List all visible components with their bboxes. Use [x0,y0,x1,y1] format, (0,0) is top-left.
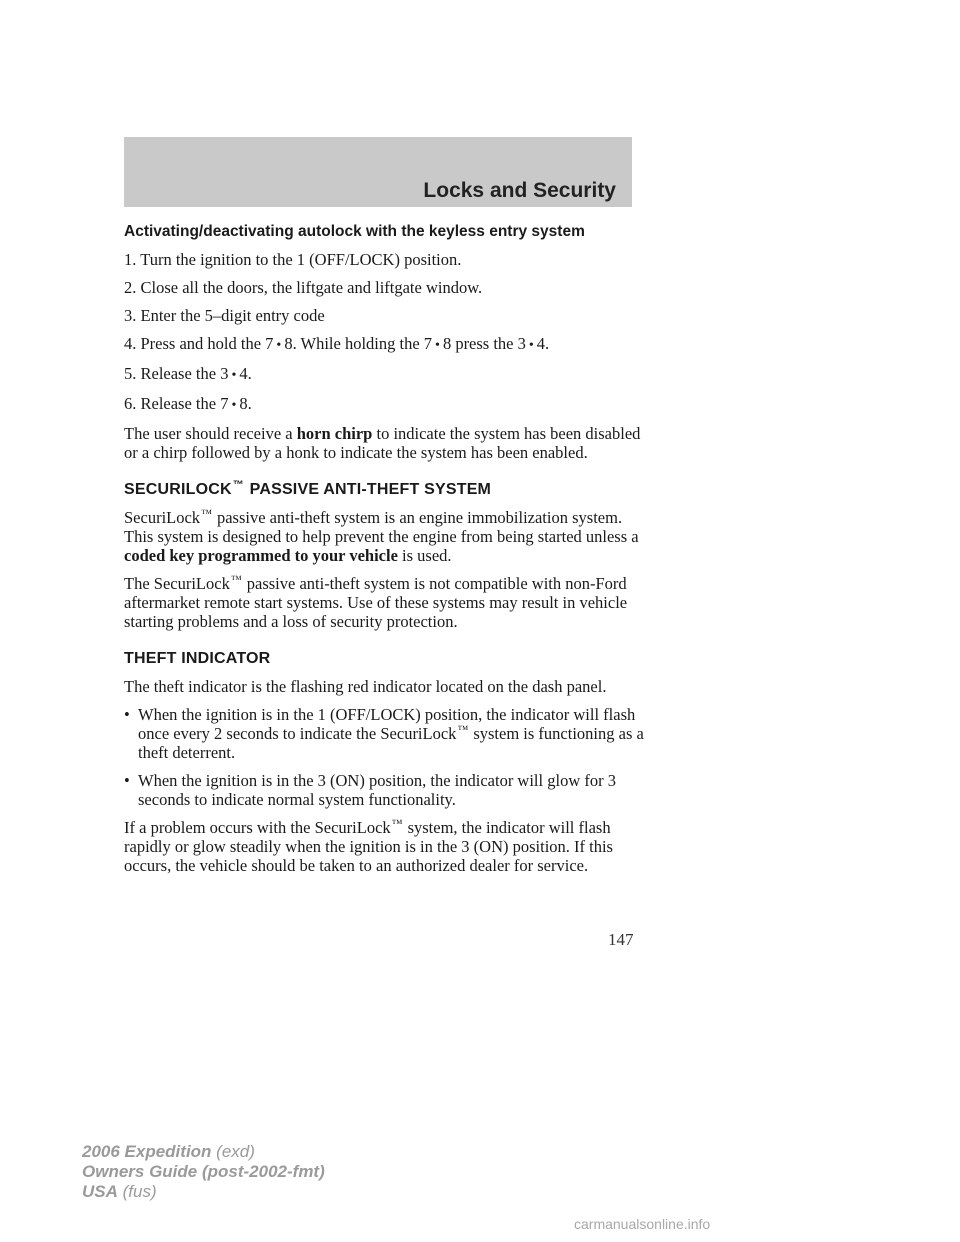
watermark: carmanualsonline.info [574,1216,711,1232]
autolock-result: The user should receive a horn chirp to indicate the system has been disabled or a chirp followed by a honk to indicate the system has been enabled. [124,424,641,462]
page-content [124,222,644,884]
chapter-header-band [124,137,632,207]
securilock-paragraph-2: The SecuriLock™ passive anti-theft system is not compatible with non-Ford aftermarket remote start systems. Use of these systems may result in vehicle starting problems and a loss of security protection. [124,573,628,631]
theft-final-paragraph: If a problem occurs with the SecuriLock™ system, the indicator will flash rapidly or glow steadily when the ignition is in the 3 (ON) position. If this occurs, the vehicle should be taken to an authorized dealer for service. [124,817,613,875]
step-6: 6. Release the 7 • 8. [124,394,252,413]
footer-info: 2006 Expedition (exd) Owners Guide (post-2002-fmt) USA (fus) [82,1142,325,1201]
autolock-heading: Activating/deactivating autolock with the keyless entry system [124,223,585,240]
bullet-dot: • [231,398,237,413]
bullet-dot: • [124,771,130,790]
bullet-dot: • [435,338,440,353]
chapter-title: Locks and Security [423,179,616,202]
step-5: 5. Release the 3 • 4. [124,364,252,383]
securilock-heading: SECURILOCK™ PASSIVE ANTI-THEFT SYSTEM [124,478,492,498]
trademark-symbol: ™ [230,573,242,586]
step-1: 1. Turn the ignition to the 1 (OFF/LOCK) position. [124,250,462,269]
trademark-symbol: ™ [457,723,469,736]
securilock-paragraph-1: SecuriLock™ passive anti-theft system is an engine immobilization system. This system is designed to help prevent the engine from being started unless a coded key programmed to your vehicle is used. [124,507,639,565]
trademark-symbol: ™ [391,817,403,830]
list-item: • When the ignition is in the 3 (ON) position, the indicator will glow for 3 seconds to indicate normal system functionality. [124,771,616,809]
page-number: 147 [608,930,634,949]
theft-indicator-heading: THEFT INDICATOR [124,650,271,667]
list-item: • When the ignition is in the 1 (OFF/LOCK) position, the indicator will flash once every 2 seconds to indicate the SecuriLock™ system is functioning as a theft deterrent. [124,705,644,762]
trademark-symbol: ™ [232,478,244,491]
step-4: 4. Press and hold the 7 • 8. While holding the 7 • 8 press the 3 • 4. [124,334,550,353]
theft-intro: The theft indicator is the flashing red indicator located on the dash panel. [124,677,607,696]
bullet-dot: • [276,338,282,353]
step-3: 3. Enter the 5–digit entry code [124,306,325,325]
step-2: 2. Close all the doors, the liftgate and liftgate window. [124,278,483,297]
bullet-dot: • [528,338,534,353]
bullet-dot: • [231,368,237,383]
bullet-dot: • [124,705,130,724]
trademark-symbol: ™ [201,507,212,520]
